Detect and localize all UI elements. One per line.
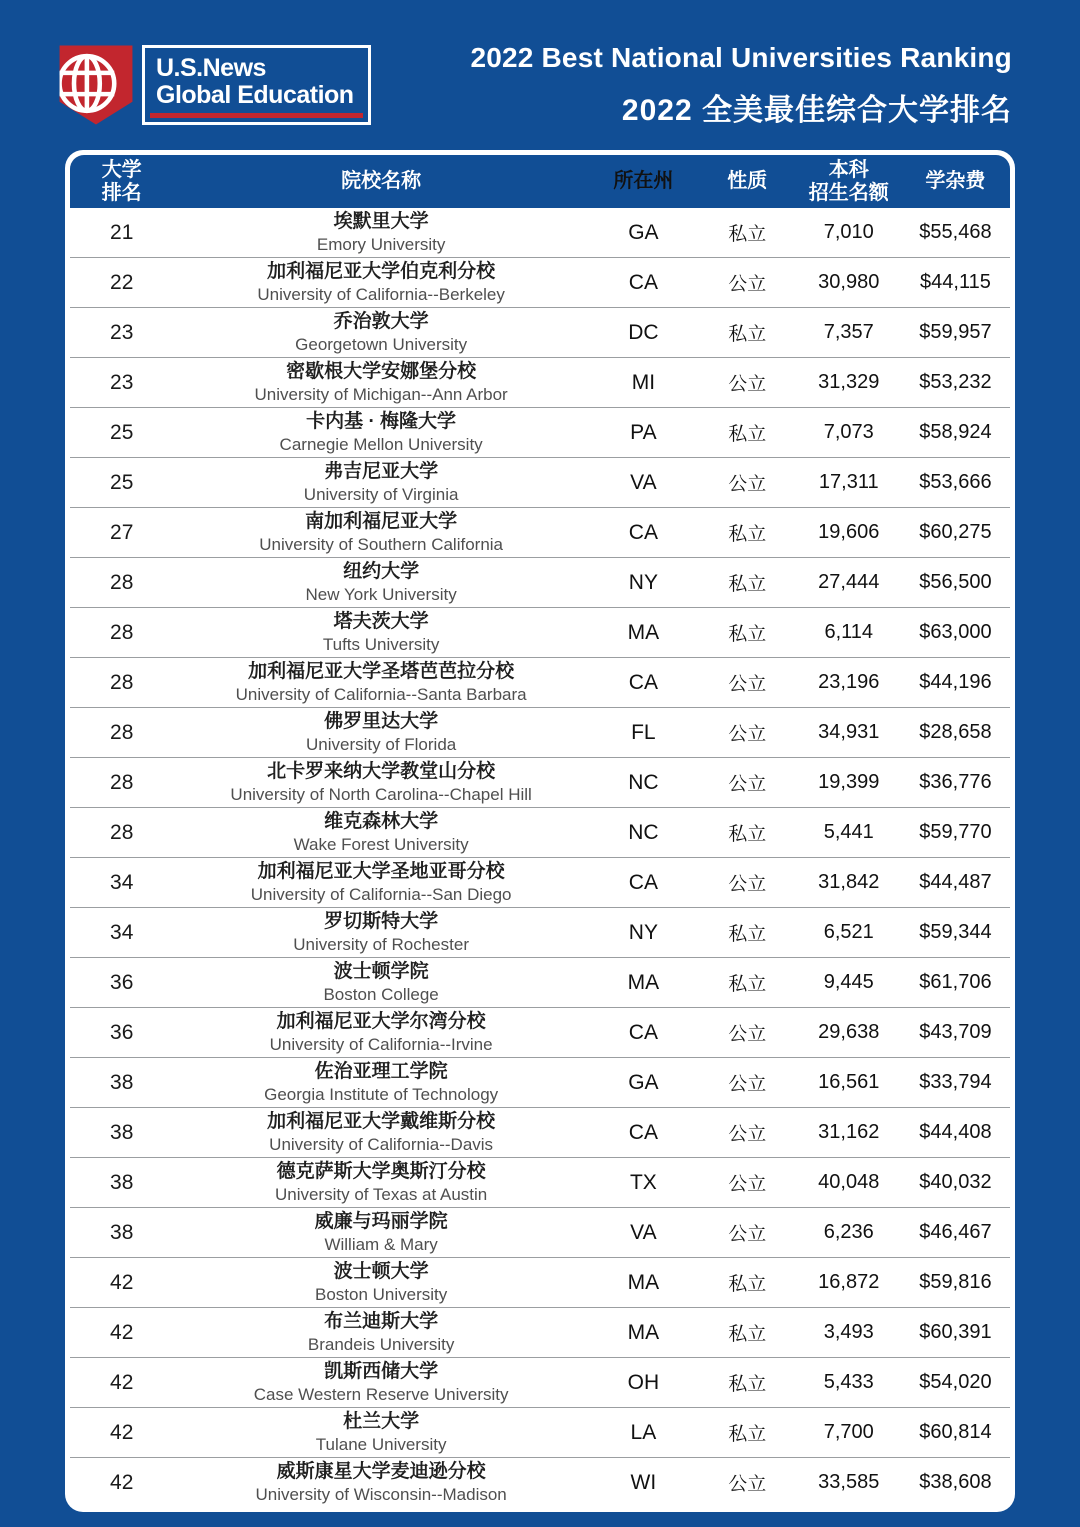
table-body: [70, 208, 1010, 1507]
university-name-chinese: 弗吉尼亚大学: [324, 460, 439, 482]
university-name-english: University of Wisconsin--Madison: [255, 1484, 507, 1504]
table-row: [70, 557, 1010, 607]
column-header-state: 所在州: [613, 170, 674, 192]
tuition-cell: $43,709: [919, 1021, 992, 1043]
column-header-rank: [70, 159, 173, 205]
state-cell: FL: [631, 720, 656, 744]
table-row: [70, 907, 1010, 957]
type-cell: 私立: [728, 974, 767, 995]
logo-line1: U.S.News: [156, 54, 266, 82]
table-row: [70, 757, 1010, 807]
type-cell: 公立: [728, 1124, 767, 1145]
university-name-english: Georgetown University: [295, 334, 468, 354]
state-cell: CA: [628, 1020, 658, 1044]
rank-cell: 22: [110, 270, 134, 294]
state-cell: NC: [628, 820, 659, 844]
tuition-cell: $44,196: [919, 671, 992, 693]
university-name-chinese: 塔夫茨大学: [333, 610, 429, 632]
type-cell: 公立: [728, 474, 767, 495]
university-name-cell: [173, 1260, 588, 1305]
university-name-cell: [173, 960, 588, 1005]
university-name-chinese: 乔治敦大学: [333, 310, 429, 332]
university-name-cell: [173, 910, 588, 955]
enrollment-cell: 30,980: [818, 271, 880, 293]
university-name-cell: [173, 1360, 588, 1405]
university-name-chinese: 凯斯西储大学: [324, 1360, 439, 1382]
rank-cell: 36: [110, 1020, 134, 1044]
table-row: [70, 1207, 1010, 1257]
university-name-chinese: 加利福尼亚大学圣塔芭芭拉分校: [248, 660, 515, 682]
state-cell: TX: [629, 1170, 657, 1194]
rank-cell: 38: [110, 1120, 134, 1144]
tuition-cell: $54,020: [919, 1371, 992, 1393]
table-row: [70, 1357, 1010, 1407]
enrollment-cell: 7,073: [823, 421, 874, 443]
university-name-english: University of Michigan--Ann Arbor: [254, 384, 508, 404]
university-name-cell: [173, 1110, 588, 1155]
enrollment-cell: 16,872: [818, 1271, 880, 1293]
rank-cell: 25: [110, 420, 134, 444]
table-row: [70, 607, 1010, 657]
type-cell: 私立: [728, 524, 767, 545]
type-cell: 公立: [728, 1074, 767, 1095]
table-row: [70, 1007, 1010, 1057]
state-cell: CA: [628, 670, 658, 694]
enrollment-cell: 27,444: [818, 571, 880, 593]
logo-line2: Global Education: [156, 80, 354, 109]
rank-cell: 28: [110, 770, 134, 794]
column-header-rank-line2: 排名: [101, 181, 142, 204]
type-cell: 私立: [728, 824, 767, 845]
university-name-chinese: 罗切斯特大学: [324, 910, 439, 932]
type-cell: 私立: [728, 574, 767, 595]
state-cell: VA: [630, 470, 657, 494]
rank-cell: 42: [110, 1320, 134, 1344]
tuition-cell: $60,391: [919, 1321, 992, 1343]
tuition-cell: $44,115: [920, 271, 991, 293]
table-row: [70, 1407, 1010, 1457]
table-row: [70, 1257, 1010, 1307]
tuition-cell: $59,770: [919, 821, 992, 843]
tuition-cell: $60,814: [919, 1421, 992, 1443]
enrollment-cell: 6,236: [823, 1221, 874, 1243]
type-cell: 公立: [728, 674, 767, 695]
university-name-english: University of Florida: [306, 734, 457, 754]
tuition-cell: $38,608: [919, 1471, 992, 1493]
type-cell: 公立: [728, 1224, 767, 1245]
tuition-cell: $40,032: [919, 1171, 992, 1193]
page-title-block: [470, 42, 1012, 129]
usnews-logo: [58, 44, 371, 126]
university-name-chinese: 加利福尼亚大学伯克利分校: [267, 260, 496, 282]
tuition-cell: $55,468: [919, 221, 992, 243]
table-row: [70, 707, 1010, 757]
enrollment-cell: 19,606: [818, 521, 880, 543]
rank-cell: 42: [110, 1370, 134, 1394]
university-name-cell: [173, 260, 588, 305]
type-cell: 私立: [728, 624, 767, 645]
state-cell: LA: [630, 1420, 657, 1444]
university-name-chinese: 德克萨斯大学奥斯汀分校: [276, 1160, 486, 1182]
enrollment-cell: 5,441: [823, 821, 874, 843]
university-name-english: University of Rochester: [293, 934, 469, 954]
university-name-english: Tulane University: [315, 1434, 447, 1454]
university-name-english: Brandeis University: [307, 1334, 455, 1354]
column-header-tuition: 学杂费: [925, 170, 986, 192]
rank-cell: 28: [110, 820, 134, 844]
university-name-chinese: 埃默里大学: [333, 210, 429, 232]
tuition-cell: $60,275: [919, 521, 992, 543]
university-name-cell: [173, 810, 588, 855]
university-name-chinese: 加利福尼亚大学戴维斯分校: [267, 1110, 496, 1132]
university-name-cell: [173, 760, 588, 805]
column-header-name: 院校名称: [341, 170, 422, 192]
ranking-table: [70, 155, 1010, 1507]
university-name-chinese: 佛罗里达大学: [324, 710, 439, 732]
tuition-cell: $44,408: [919, 1121, 992, 1143]
enrollment-cell: 31,162: [818, 1121, 880, 1143]
rank-cell: 27: [110, 520, 134, 544]
rank-cell: 38: [110, 1220, 134, 1244]
university-name-cell: [173, 360, 588, 405]
rank-cell: 36: [110, 970, 134, 994]
tuition-cell: $44,487: [919, 871, 992, 893]
university-name-english: University of Texas at Austin: [274, 1184, 488, 1204]
table-row: [70, 307, 1010, 357]
column-header-type: 性质: [727, 170, 768, 192]
state-cell: CA: [628, 270, 658, 294]
table-row: [70, 457, 1010, 507]
type-cell: 私立: [728, 324, 767, 345]
tuition-cell: $61,706: [919, 971, 992, 993]
enrollment-cell: 17,311: [818, 471, 879, 493]
university-name-english: Tufts University: [322, 634, 440, 654]
globe-shield-icon: [58, 44, 134, 126]
university-name-chinese: 纽约大学: [343, 560, 420, 582]
state-cell: MA: [627, 970, 660, 994]
university-name-cell: [173, 1410, 588, 1455]
rank-cell: 25: [110, 470, 134, 494]
enrollment-cell: 7,700: [823, 1421, 874, 1443]
enrollment-cell: 31,329: [818, 371, 880, 393]
page-title-english: 2022 Best National Universities Ranking: [470, 41, 1012, 73]
state-cell: MA: [627, 1320, 660, 1344]
table-row: [70, 357, 1010, 407]
state-cell: CA: [628, 520, 658, 544]
table-row: [70, 957, 1010, 1007]
university-name-english: Georgia Institute of Technology: [264, 1084, 499, 1104]
state-cell: MI: [631, 370, 656, 394]
type-cell: 公立: [728, 274, 767, 295]
university-name-chinese: 威廉与玛丽学院: [314, 1210, 448, 1232]
state-cell: DC: [628, 320, 659, 344]
university-name-cell: [173, 310, 588, 355]
university-name-chinese: 加利福尼亚大学圣地亚哥分校: [257, 860, 505, 882]
state-cell: OH: [627, 1370, 660, 1394]
enrollment-cell: 9,445: [823, 971, 874, 993]
enrollment-cell: 7,357: [823, 321, 874, 343]
state-cell: CA: [628, 870, 658, 894]
university-name-chinese: 波士顿大学: [333, 1260, 429, 1282]
state-cell: VA: [630, 1220, 657, 1244]
type-cell: 公立: [728, 874, 767, 895]
table-row: [70, 507, 1010, 557]
enrollment-cell: 6,521: [823, 921, 874, 943]
university-name-cell: [173, 1460, 588, 1505]
university-name-cell: [173, 1060, 588, 1105]
rank-cell: 42: [110, 1420, 134, 1444]
column-header-enrollment: [797, 159, 901, 205]
university-name-english: University of California--Davis: [269, 1134, 494, 1154]
enrollment-cell: 16,561: [818, 1071, 880, 1093]
rank-cell: 28: [110, 620, 134, 644]
enrollment-cell: 5,433: [823, 1371, 874, 1393]
type-cell: 公立: [728, 374, 767, 395]
university-name-chinese: 杜兰大学: [343, 1410, 420, 1432]
ranking-table-card: [65, 150, 1015, 1512]
university-name-chinese: 北卡罗来纳大学教堂山分校: [267, 760, 496, 782]
enrollment-cell: 3,493: [823, 1321, 874, 1343]
tuition-cell: $63,000: [919, 621, 992, 643]
university-name-english: University of California--San Diego: [250, 884, 512, 904]
state-cell: CA: [628, 1120, 658, 1144]
enrollment-cell: 31,842: [818, 871, 880, 893]
table-row: [70, 1307, 1010, 1357]
university-name-cell: [173, 660, 588, 705]
enrollment-cell: 6,114: [824, 621, 874, 643]
table-row: [70, 857, 1010, 907]
university-name-chinese: 密歇根大学安娜堡分校: [286, 360, 477, 382]
state-cell: NC: [628, 770, 659, 794]
type-cell: 私立: [728, 424, 767, 445]
state-cell: MA: [627, 620, 660, 644]
rank-cell: 28: [110, 720, 134, 744]
table-row: [70, 257, 1010, 307]
usnews-logo-wordmark: [142, 45, 371, 125]
page-header: [0, 0, 1080, 130]
type-cell: 私立: [728, 1374, 767, 1395]
university-name-english: University of California--Berkeley: [257, 284, 505, 304]
university-name-english: University of Virginia: [303, 484, 459, 504]
rank-cell: 28: [110, 670, 134, 694]
university-name-chinese: 加利福尼亚大学尔湾分校: [276, 1010, 486, 1032]
tuition-cell: $58,924: [919, 421, 992, 443]
university-name-cell: [173, 1010, 588, 1055]
tuition-cell: $59,957: [919, 321, 992, 343]
state-cell: NY: [628, 570, 658, 594]
rank-cell: 38: [110, 1070, 134, 1094]
state-cell: MA: [627, 1270, 660, 1294]
tuition-cell: $53,232: [919, 371, 992, 393]
university-name-chinese: 威斯康星大学麦迪逊分校: [276, 1460, 486, 1482]
table-row: [70, 1107, 1010, 1157]
university-name-cell: [173, 210, 588, 255]
enrollment-cell: 33,585: [818, 1471, 880, 1493]
column-header-enrollment-line2: 招生名额: [808, 181, 889, 204]
type-cell: 私立: [728, 224, 767, 245]
university-name-cell: [173, 1210, 588, 1255]
type-cell: 私立: [728, 1424, 767, 1445]
enrollment-cell: 29,638: [818, 1021, 880, 1043]
rank-cell: 34: [110, 870, 134, 894]
state-cell: GA: [628, 1070, 659, 1094]
university-name-chinese: 波士顿学院: [333, 960, 429, 982]
type-cell: 私立: [728, 1274, 767, 1295]
state-cell: PA: [630, 420, 657, 444]
rank-cell: 38: [110, 1170, 134, 1194]
university-name-cell: [173, 710, 588, 755]
column-header-enrollment-line1: 本科: [828, 158, 869, 181]
column-header-rank-line1: 大学: [101, 158, 142, 181]
tuition-cell: $59,816: [919, 1271, 992, 1293]
tuition-cell: $59,344: [919, 921, 992, 943]
type-cell: 公立: [728, 1474, 767, 1495]
university-name-english: William & Mary: [324, 1234, 438, 1254]
rank-cell: 42: [110, 1270, 134, 1294]
table-row: [70, 208, 1010, 257]
tuition-cell: $56,500: [919, 571, 992, 593]
enrollment-cell: 40,048: [818, 1171, 880, 1193]
university-name-cell: [173, 1310, 588, 1355]
table-row: [70, 1457, 1010, 1507]
university-name-cell: [173, 460, 588, 505]
type-cell: 公立: [728, 724, 767, 745]
logo-red-underline: [150, 113, 363, 118]
state-cell: NY: [628, 920, 658, 944]
university-name-cell: [173, 510, 588, 555]
table-row: [70, 1157, 1010, 1207]
university-name-cell: [173, 410, 588, 455]
table-row: [70, 807, 1010, 857]
rank-cell: 34: [110, 920, 134, 944]
university-name-cell: [173, 560, 588, 605]
university-name-english: University of North Carolina--Chapel Hill: [230, 784, 532, 804]
tuition-cell: $46,467: [919, 1221, 992, 1243]
university-name-chinese: 卡内基 · 梅隆大学: [306, 410, 457, 432]
rank-cell: 23: [110, 320, 134, 344]
rank-cell: 42: [110, 1470, 134, 1494]
university-name-english: University of Southern California: [259, 534, 504, 554]
rank-cell: 23: [110, 370, 134, 394]
university-name-english: University of California--Irvine: [269, 1034, 493, 1054]
enrollment-cell: 19,399: [818, 771, 880, 793]
enrollment-cell: 34,931: [818, 721, 880, 743]
university-name-english: Boston College: [323, 984, 439, 1004]
rank-cell: 28: [110, 570, 134, 594]
tuition-cell: $36,776: [919, 771, 992, 793]
university-name-english: University of California--Santa Barbara: [235, 684, 527, 704]
university-name-english: Carnegie Mellon University: [279, 434, 483, 454]
state-cell: GA: [628, 220, 659, 244]
university-name-chinese: 佐治亚理工学院: [314, 1060, 448, 1082]
type-cell: 公立: [728, 774, 767, 795]
university-name-english: New York University: [305, 584, 457, 604]
type-cell: 私立: [728, 924, 767, 945]
university-name-cell: [173, 860, 588, 905]
enrollment-cell: 7,010: [823, 221, 874, 243]
tuition-cell: $33,794: [919, 1071, 992, 1093]
university-name-english: Boston University: [314, 1284, 448, 1304]
university-name-chinese: 南加利福尼亚大学: [305, 510, 458, 532]
table-row: [70, 657, 1010, 707]
rank-cell: 21: [110, 220, 134, 244]
university-name-english: Case Western Reserve University: [253, 1384, 509, 1404]
type-cell: 私立: [728, 1324, 767, 1345]
university-name-chinese: 维克森林大学: [324, 810, 439, 832]
enrollment-cell: 23,196: [818, 671, 880, 693]
type-cell: 公立: [728, 1174, 767, 1195]
university-name-cell: [173, 610, 588, 655]
table-row: [70, 407, 1010, 457]
page-title-chinese: 2022 全美最佳综合大学排名: [621, 93, 1012, 127]
type-cell: 公立: [728, 1024, 767, 1045]
university-name-english: Wake Forest University: [293, 834, 469, 854]
tuition-cell: $53,666: [919, 471, 992, 493]
university-name-chinese: 布兰迪斯大学: [324, 1310, 439, 1332]
table-row: [70, 1057, 1010, 1107]
state-cell: WI: [630, 1470, 657, 1494]
tuition-cell: $28,658: [919, 721, 992, 743]
table-header-row: [70, 155, 1010, 208]
university-name-cell: [173, 1160, 588, 1205]
university-name-english: Emory University: [316, 234, 446, 254]
